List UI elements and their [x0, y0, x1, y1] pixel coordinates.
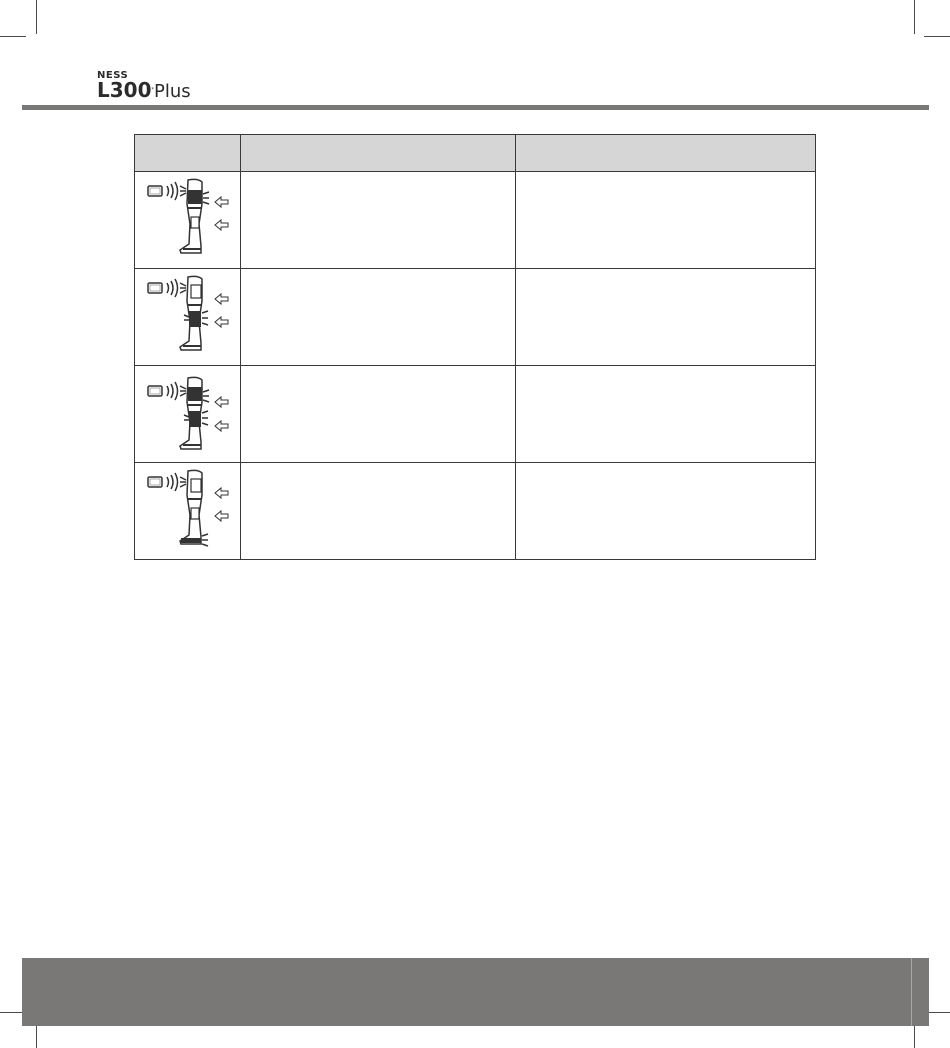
table-cell — [515, 463, 815, 560]
table-cell — [241, 172, 515, 269]
table-row — [135, 172, 816, 269]
table-cell — [515, 172, 815, 269]
footer-divider — [911, 958, 912, 1026]
crop-mark — [924, 36, 950, 37]
header-cell-icon — [135, 135, 241, 172]
leg-both-cuffs-icon — [135, 366, 241, 463]
table-row — [135, 463, 816, 560]
crop-mark — [36, 0, 37, 34]
table-cell — [515, 269, 815, 366]
leg-foot-sensor-icon — [135, 463, 241, 560]
status-table — [134, 134, 816, 560]
header-rule — [22, 105, 929, 110]
table-cell — [241, 269, 515, 366]
crop-mark — [0, 36, 26, 37]
brand-trademark: * — [151, 87, 154, 93]
header-cell-meaning — [241, 135, 515, 172]
brand-line1: NESS — [97, 70, 129, 81]
leg-thigh-cuff-icon — [135, 172, 241, 269]
table-header-row — [135, 135, 816, 172]
table-cell — [515, 366, 815, 463]
leg-lower-cuff-icon — [135, 269, 241, 366]
brand-suffix: Plus — [154, 81, 191, 102]
table-cell — [241, 366, 515, 463]
footer-bar — [22, 958, 929, 1026]
crop-mark — [914, 0, 915, 34]
table-row — [135, 366, 816, 463]
brand-model: L300 — [97, 78, 152, 102]
header-cell-action — [515, 135, 815, 172]
brand-logo — [97, 70, 191, 106]
table-cell — [241, 463, 515, 560]
table-row — [135, 269, 816, 366]
